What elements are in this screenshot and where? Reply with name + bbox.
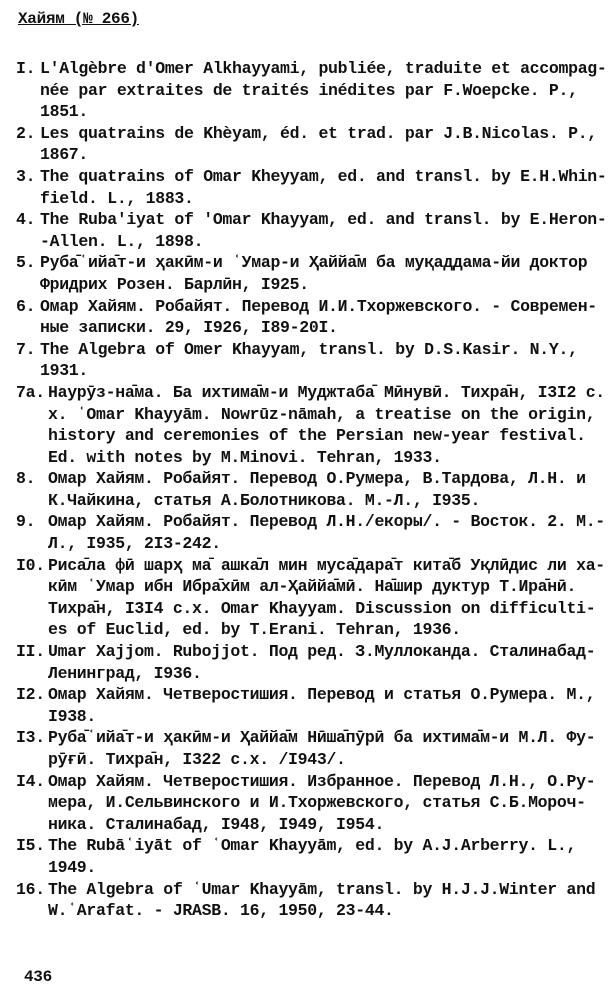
bibliography-entry — [16, 339, 606, 382]
entry-text — [48, 835, 606, 878]
bibliography-entry — [16, 252, 606, 295]
entry-line: W.ʿArafat. - JRASB. 16, 1950, 23-44. — [48, 901, 394, 921]
entry-line: The quatrains of Omar Kheyyam, ed. and transl. by E.H.Whin- — [40, 166, 607, 186]
entry-number: I2. — [16, 685, 45, 705]
entry-line: Риса̄ла фӣ шарҳ ма̄ ашка̄л мин муса̄дара̄т кита̄б Уқлӣдис ли ха- — [48, 555, 605, 575]
entry-line: Umar Xajjom. Rubojjot. Под ред. З.Муллоканда. Сталинабад- — [48, 642, 596, 662]
entry-line: es of Euclid, ed. by T.Erani. Tehran, 1936. — [48, 620, 461, 640]
entry-line: К.Чайкина, статья А.Болотникова. М.-Л., I935. — [48, 490, 481, 510]
entry-text — [48, 727, 606, 770]
entry-number: II. — [16, 642, 45, 662]
entry-text — [48, 468, 606, 511]
entry-number: I. — [16, 59, 36, 78]
entry-line: Л., I935, 2I3-242. — [48, 534, 221, 554]
bibliography-entry — [16, 835, 606, 878]
entry-number: I0. — [16, 555, 45, 575]
entry-line: Наурӯз-на̄ма. Ба ихтима̄м-и Муджтаба̄ Мӣнувӣ. Тихра̄н, I3I2 с. — [48, 382, 605, 402]
bibliography-entry — [16, 468, 606, 511]
entry-line: 1851. — [40, 102, 89, 122]
bibliography-entry — [16, 641, 606, 684]
entry-line: I938. — [48, 706, 97, 726]
entry-line: Руба̄ʿийа̄т-и ҳакӣм-и ʿУмар-и Ҳаййа̄м ба муқаддама-йи доктор — [40, 253, 588, 273]
entry-number: I4. — [16, 771, 45, 791]
entry-number: 7. — [16, 339, 36, 359]
entry-text — [40, 339, 606, 382]
entry-text — [40, 166, 607, 209]
entry-text — [48, 641, 606, 684]
entry-text — [48, 511, 606, 554]
entry-line: history and ceremonies of the Persian new-year festival. — [48, 426, 586, 446]
bibliography-entry — [16, 771, 606, 836]
entry-text — [40, 58, 607, 123]
entry-text — [40, 252, 606, 295]
entry-line: The Ruba'iyat of 'Omar Khayyam, ed. and transl. by E.Heron- — [40, 210, 607, 230]
entry-line: Ленинград, I936. — [48, 663, 202, 683]
entry-line: Фридрих Розен. Барлӣн, I925. — [40, 274, 309, 294]
entry-line: кӣм ʿУмар ибн Ибра̄хӣм ал-Ҳаййа̄мӣ. На̄шир дуктур Т.Ира̄нӣ. — [48, 577, 577, 597]
page-number: 436 — [24, 968, 52, 986]
entry-line: ные записки. 29, I926, I89-20I. — [40, 318, 338, 338]
entry-number: I5. — [16, 836, 45, 856]
entry-text — [48, 555, 606, 641]
entry-text — [48, 879, 606, 922]
entry-line: The Algebra of Omer Khayyam, transl. by D.S.Kasir. N.Y., — [40, 339, 578, 359]
entry-line: мера, И.Сельвинского и И.Тхоржевского, статья С.Б.Мороч- — [48, 793, 586, 813]
bibliography-entry — [16, 684, 606, 727]
entry-number: 4. — [16, 210, 36, 230]
entry-line: Омар Хайям. Робайят. Перевод О.Румера, В.Тардова, Л.Н. и — [48, 469, 586, 489]
bibliography-entry — [16, 555, 606, 641]
entry-line: рӯғӣ. Тихра̄н, I322 с.х. /I943/. — [48, 750, 346, 769]
entry-number: 3. — [16, 166, 36, 186]
entry-text — [40, 123, 606, 166]
entry-line: Омар Хайям. Робайят. Перевод Л.Н./екоры/. - Восток. 2. М.- — [48, 512, 605, 532]
bibliography-list — [16, 58, 606, 922]
entry-line: The Rubāʿiyāt of ʿOmar Khayyām, ed. by A.J.Arberry. L., — [48, 836, 577, 856]
entry-line: Омар Хайям. Четверостишия. Избранное. Перевод Л.Н., О.Ру- — [48, 771, 596, 791]
entry-number: 9. — [16, 512, 36, 532]
entry-line: Тихра̄н, I3I4 с.х. Omar Khayyam. Discussion on difficulti- — [48, 598, 596, 618]
entry-number: 6. — [16, 296, 36, 316]
entry-text — [48, 684, 606, 727]
bibliography-entry — [16, 166, 606, 209]
entry-number: 7a. — [16, 382, 45, 402]
entry-line: 1931. — [40, 361, 89, 381]
bibliography-entry — [16, 58, 606, 123]
entry-number: 5. — [16, 253, 36, 273]
entry-line: 1949. — [48, 857, 97, 877]
bibliography-entry — [16, 879, 606, 922]
bibliography-entry — [16, 123, 606, 166]
entry-line: х. ʿOmar Khayyām. Nowrūz-nāmah, a treatise on the origin, — [48, 404, 596, 424]
entry-line: Ed. with notes by M.Minovi. Tehran, 1933. — [48, 447, 442, 467]
entry-line: Руба̄ʿийа̄т-и ҳакӣм-и Ҳаййа̄м Нӣша̄пӯрӣ ба ихтима̄м-и М.Л. Фу- — [48, 728, 596, 748]
entry-line: 1867. — [40, 145, 89, 165]
entry-line: The Algebra of ʿUmar Khayyām, transl. by H.J.J.Winter and — [48, 879, 596, 899]
entry-line: Les quatrains de Khèyam, éd. et trad. par J.B.Nicolas. P., — [40, 123, 597, 143]
entry-text — [40, 296, 606, 339]
bibliography-entry — [16, 382, 606, 468]
bibliography-entry — [16, 511, 606, 554]
entry-text — [48, 382, 606, 468]
entry-number: 8. — [16, 469, 36, 489]
bibliography-entry — [16, 209, 606, 252]
entry-number: I3. — [16, 728, 45, 748]
entry-line: Омар Хайям. Робайят. Перевод И.И.Тхоржевского. - Современ- — [40, 296, 597, 316]
entry-line: née par extraites de traités inédites par F.Woepcke. P., — [40, 80, 578, 100]
section-title: Хайям (№ 266) — [18, 10, 139, 28]
entry-line: field. L., 1883. — [40, 188, 194, 208]
entry-line: Омар Хайям. Четверостишия. Перевод и статья О.Румера. М., — [48, 685, 596, 705]
entry-line: ника. Сталинабад, I948, I949, I954. — [48, 814, 385, 834]
bibliography-entry — [16, 727, 606, 770]
entry-number: 16. — [16, 879, 45, 899]
bibliography-entry — [16, 296, 606, 339]
entry-line: L'Algèbre d'Omer Alkhayyami, publiée, traduite et accompag- — [40, 59, 607, 78]
entry-number: 2. — [16, 123, 36, 143]
entry-line: -Allen. L., 1898. — [40, 231, 204, 251]
entry-text — [40, 209, 607, 252]
entry-text — [48, 771, 606, 836]
